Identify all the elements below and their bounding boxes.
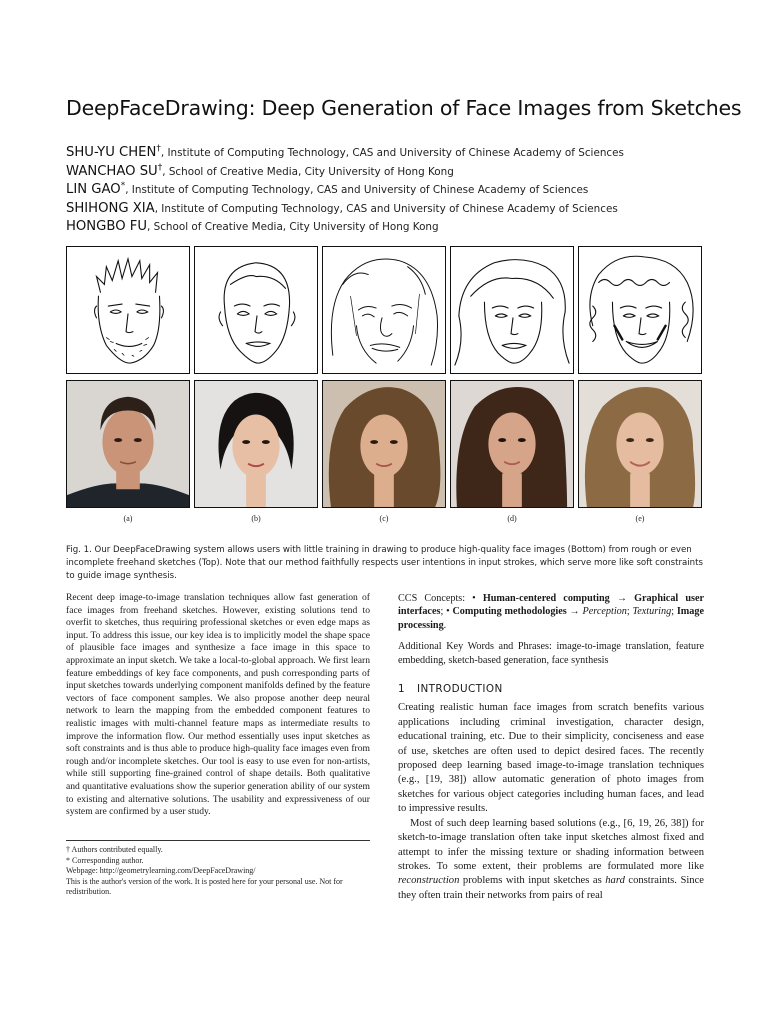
footnotes [66, 845, 376, 898]
ccs-arrow: → [566, 606, 583, 618]
face-photo [67, 381, 189, 507]
face-photo [323, 381, 445, 507]
author-mark: † [156, 144, 161, 154]
photo-face [232, 414, 279, 477]
photo-face [102, 409, 153, 476]
photo-neck [374, 474, 394, 507]
section-number: 1 [398, 683, 406, 696]
face-photo [451, 381, 573, 507]
author-line [66, 214, 726, 233]
author-affiliation: , Institute of Computing Technology, CAS and University of Chinese Academy of Sciences [125, 184, 589, 196]
figure-caption: Fig. 1. Our DeepFaceDrawing system allows users with little training in drawing to produce high-quality face images (Bottom) from rough or even incomplete freehand sketches (Top). Note that our method faithfully respects user intentions in input strokes, which serve more like soft constraints to guide image synthesis. [66, 545, 703, 581]
author-affiliation: , Institute of Computing Technology, CAS and University of Chinese Academy of Sciences [154, 202, 618, 215]
photo-neck [246, 474, 266, 507]
ccs-concept: Texturing [632, 606, 672, 618]
photo-face [488, 413, 535, 476]
panel-label: (c) [379, 514, 389, 523]
author-name: SHIHONG XIA [66, 200, 155, 216]
intro-text: problems with input sketches as [459, 875, 606, 887]
intro-text: constraints. Since they often train their networks from pairs of real [398, 875, 704, 901]
face-photo [195, 381, 317, 507]
photo-neck [630, 474, 650, 507]
sketch-panel-e [578, 246, 702, 374]
footnote-webpage[interactable]: Webpage: http://geometrylearning.com/DeepFaceDrawing/ [66, 866, 256, 876]
ccs-concept: Perception [582, 606, 627, 618]
ccs-arrow: → [609, 593, 635, 604]
photo-neck [502, 474, 522, 507]
photo-face [360, 414, 407, 477]
panel-label: (b) [251, 514, 261, 523]
author-name: SHU-YU CHEN [66, 145, 157, 160]
panel-label: (e) [635, 514, 645, 523]
author-line [66, 177, 726, 196]
panel-label: (a) [123, 514, 133, 523]
intro-text: Most of such deep learning based solutions (e.g., [6, 19, 26, 38]) for sketch-to-image translation often take input sketches almost fixed and attempt to infer the missing texture or shading information between strokes. To some extent, their problems are formulated more like [398, 817, 704, 872]
ccs-concepts: CCS Concepts: • Human-centered computing → Graphical user interfaces; • Computing methodologies → Perception; Texturing; Image processing. [398, 593, 705, 631]
abstract: Recent deep image-to-image translation techniques allow fast generation of face images from freehand sketches. However, existing solutions tend to overfit to sketches, thus requiring professional sketches or even edge maps as input. To address this issue, our key idea is to implicitly model the shape space of plausible face images and synthesize a face image in this space to approximate an input sketch. We take a local-to-global approach. We first learn feature embeddings of key face components, and push corresponding parts of input sketches towards underlying component manifolds defined by the feature vectors of face component samples. We also propose another deep neural network to learn the mapping from the embedded component features to realistic images with multi-channel feature maps as intermediate results to improve the information flow. Our method essentially uses input sketches as soft constraints and is thus able to produce high-quality face images even from rough and/or incomplete sketches. Our tool is easy to use even for non-artists, while still supporting fine-grained control of shape details. Both qualitative and quantitative evaluations show the superior generation ability of our system to existing and alternative solutions. The usability and expressiveness of our system are confirmed by a user study. [66, 592, 370, 818]
author-line [66, 140, 726, 159]
right-column [398, 592, 704, 903]
photo-panel-a [66, 380, 190, 508]
footnote-corresponding: * Corresponding author. [66, 855, 144, 865]
figure-1-grid [66, 246, 704, 508]
author-name: HONGBO FU [66, 219, 148, 234]
sketch-panel-d [450, 246, 574, 374]
intro-paragraph-1: Creating realistic human face images from scratch benefits various applications including criminal investigation, character design, educational training, etc. Due to their simplicity, conciseness and ease of use, sketches are often used to depict desired faces. The recently proposed deep learning based image-to-image translation techniques (e.g., [19, 38]) allow automatic generation of photo images from sketches for various object categories including human faces, and lead to impressive results. [398, 702, 704, 815]
sketch-panel-a [66, 246, 190, 374]
face-photo [579, 381, 701, 507]
photo-panel-c [322, 380, 446, 508]
author-name: WANCHAO SU [66, 163, 158, 179]
ccs-separator: ; • [440, 606, 450, 618]
paper-title: DeepFaceDrawing: Deep Generation of Face Images from Sketches [66, 96, 742, 120]
section-title: INTRODUCTION [417, 683, 503, 696]
author-affiliation: , Institute of Computing Technology, CAS and University of Chinese Academy of Sciences [160, 147, 624, 159]
keywords: Additional Key Words and Phrases: image-to-image translation, feature embedding, sketch-based generation, face synthesis [398, 641, 704, 666]
ccs-concept: Graphical user interfaces [398, 593, 705, 618]
ccs-prefix: CCS Concepts: • [398, 593, 476, 604]
photo-panel-e [578, 380, 702, 508]
author-affiliation: , School of Creative Media, City University of Hong Kong [147, 221, 439, 233]
photo-panel-d [450, 380, 574, 508]
ccs-concept: Image processing [398, 606, 704, 631]
author-name: LIN GAO [66, 182, 121, 197]
intro-paragraph-2 [398, 817, 704, 903]
author-mark: * [120, 181, 126, 191]
panel-label: (d) [507, 514, 517, 523]
intro-emphasis: reconstruction [398, 875, 460, 887]
author-affiliation: , School of Creative Media, City University of Hong Kong [162, 165, 454, 178]
footnote-equal: † Authors contributed equally. [66, 845, 163, 854]
sketch-panel-c [322, 246, 446, 374]
footnote-rule [66, 840, 370, 841]
author-list [66, 140, 726, 233]
ccs-end: . [443, 619, 447, 631]
sketch-panel-b [194, 246, 318, 374]
author-line [66, 196, 726, 215]
intro-emphasis: hard [605, 875, 625, 887]
author-line [66, 159, 726, 178]
footnote-version: This is the author's version of the work. It is posted here for your personal use. Not for redistribution. [66, 876, 343, 897]
photo-panel-b [194, 380, 318, 508]
ccs-concept: Computing methodologies [452, 606, 567, 618]
ccs-concept: Human-centered computing [482, 593, 610, 604]
author-mark: † [157, 162, 163, 173]
section-heading [398, 683, 704, 696]
